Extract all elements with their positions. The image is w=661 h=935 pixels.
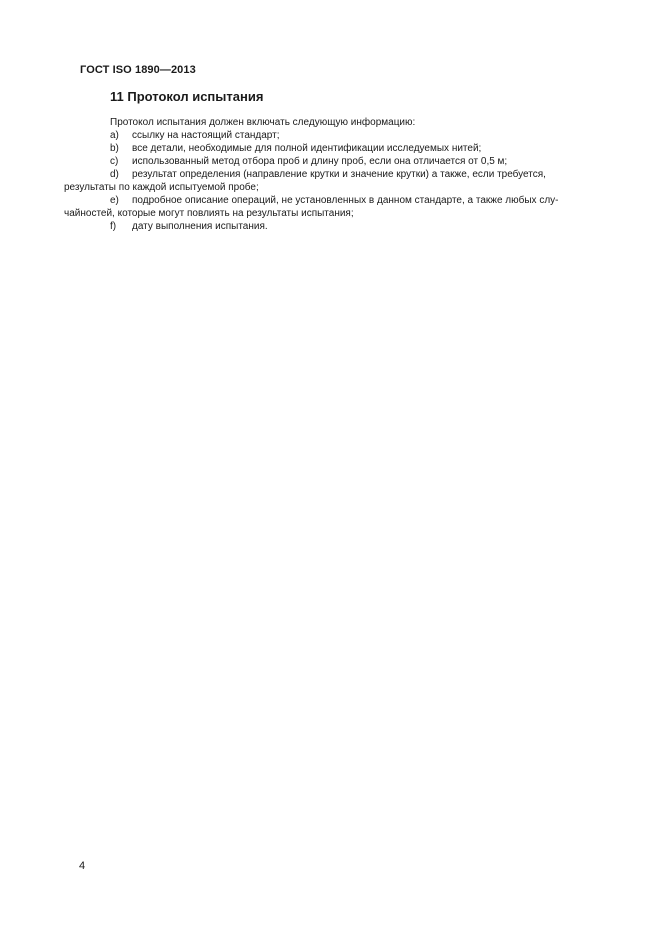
list-item-text: подробное описание операций, не установленных в данном стандарте, а также любых слу- (132, 195, 559, 206)
list-marker: a) (110, 130, 119, 141)
list-item-continuation: результаты по каждой испытуемой пробе; (64, 182, 259, 193)
list-item-text: использованный метод отбора проб и длину проб, если она отличается от 0,5 м; (132, 156, 508, 167)
list-marker: e) (110, 195, 119, 206)
list-marker: b) (110, 143, 119, 154)
document-header: ГОСТ ISO 1890—2013 (80, 64, 196, 76)
list-marker: f) (110, 221, 117, 232)
list-item-continuation: чайностей, которые могут повлиять на результаты испытания; (64, 208, 354, 219)
section-intro: Протокол испытания должен включать следующую информацию: (110, 117, 416, 128)
list-item-text: ссылку на настоящий стандарт; (132, 130, 280, 141)
list-marker: c) (110, 156, 119, 167)
section-title: 11 Протокол испытания (110, 89, 264, 104)
list-item-text: результат определения (направление крутки и значение крутки) а также, если требуется, (132, 169, 546, 180)
list-item-text: дату выполнения испытания. (132, 221, 268, 232)
list-marker: d) (110, 169, 119, 180)
page-number: 4 (79, 860, 86, 872)
list-item-text: все детали, необходимые для полной идентификации исследуемых нитей; (132, 143, 482, 154)
